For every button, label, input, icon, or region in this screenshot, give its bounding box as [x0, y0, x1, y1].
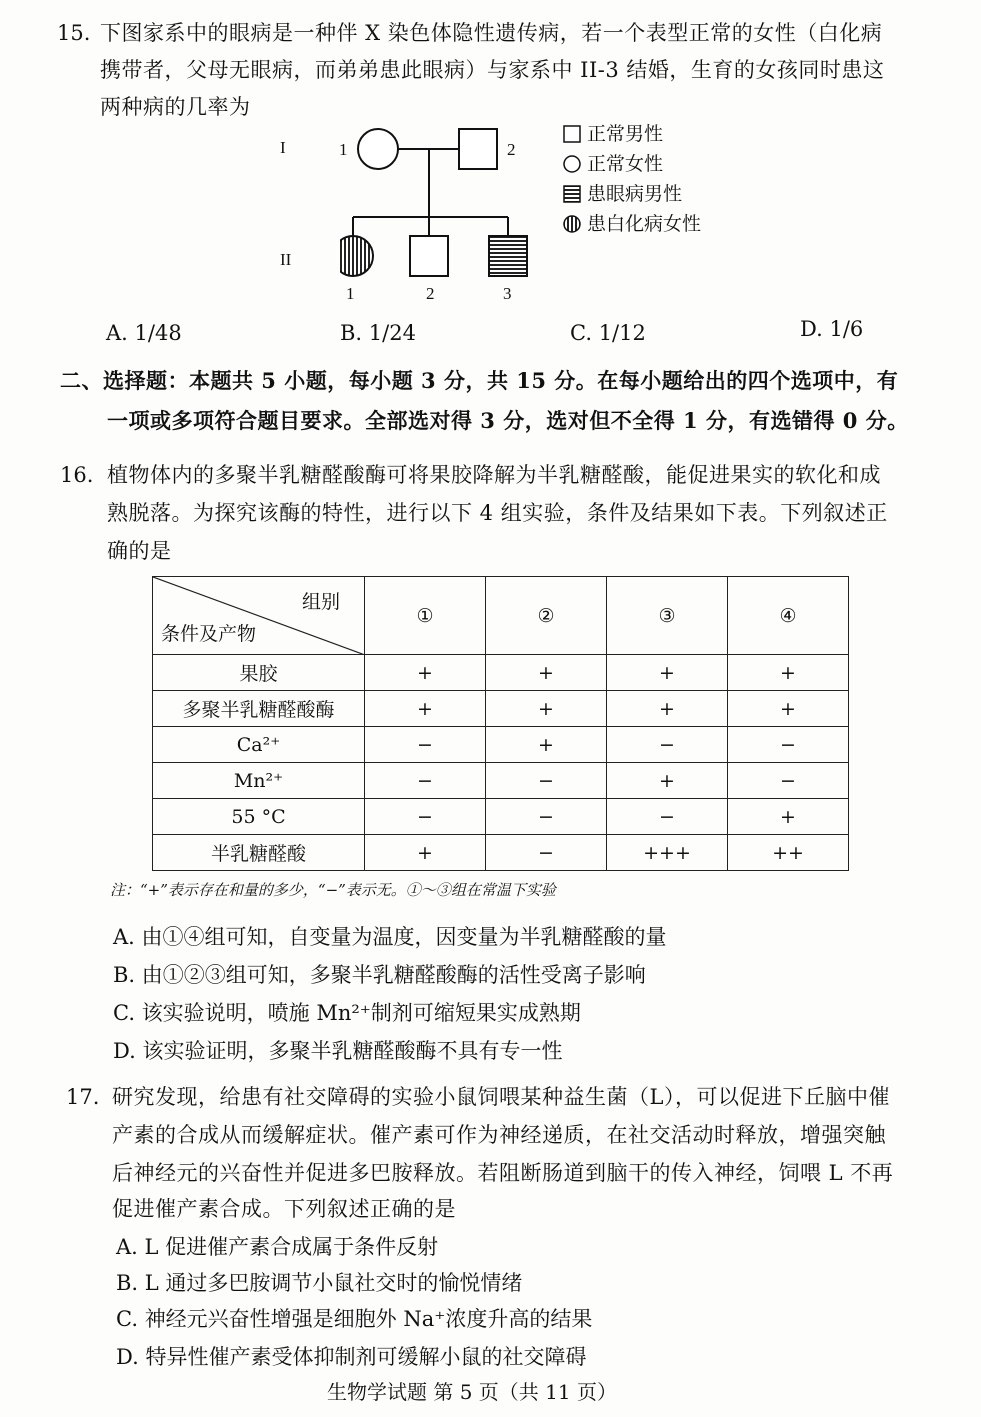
- q16-line-3: 确的是: [107, 539, 172, 563]
- circle-striped-icon: [563, 215, 581, 233]
- individual-II-2-normal-male: [410, 236, 448, 276]
- legend-normal-female: 正常女性: [563, 152, 663, 176]
- row-label: 半乳糖醛酸: [153, 835, 365, 871]
- section2-line-1: 二、选择题：本题共 5 小题，每小题 3 分，共 15 分。在每小题给出的四个选项中，有: [60, 368, 899, 393]
- q17-line-3: 后神经元的兴奋性并促进多巴胺释放。若阻断肠道到脑干的传入神经，饲喂 L 不再: [112, 1161, 894, 1185]
- table-cell: −: [607, 727, 728, 763]
- q17-option-c[interactable]: C. 神经元兴奋性增强是细胞外 Na⁺浓度升高的结果: [116, 1307, 593, 1331]
- q15-option-c[interactable]: C. 1/12: [570, 321, 646, 345]
- q16-line-1: 植物体内的多聚半乳糖醛酸酶可将果胶降解为半乳糖醛酸，能促进果实的软化和成: [107, 463, 881, 487]
- row-label: 果胶: [153, 655, 365, 691]
- table-cell: −: [365, 727, 486, 763]
- q15-option-d[interactable]: D. 1/6: [800, 317, 864, 341]
- q15-number: 15.: [57, 21, 91, 45]
- table-cell: +++: [607, 835, 728, 871]
- generation-2-label: II: [280, 250, 292, 269]
- table-header-row: [153, 577, 849, 655]
- table-cell: +: [607, 691, 728, 727]
- individual-I-1-normal-female: [358, 129, 398, 169]
- square-striped-icon: [563, 185, 581, 203]
- square-empty-icon: [563, 125, 581, 143]
- table-note: 注：“+”表示存在和量的多少，“−”表示无。①～③组在常温下实验: [110, 881, 556, 899]
- table-cell: +: [365, 835, 486, 871]
- q17-line-4: 促进催产素合成。下列叙述正确的是: [112, 1197, 456, 1221]
- table-cell: −: [486, 835, 607, 871]
- page-footer: 生物学试题 第 5 页（共 11 页）: [327, 1380, 617, 1404]
- q17-line-2: 产素的合成从而缓解症状。催产素可作为神经递质，在社交活动时释放，增强突触: [112, 1123, 886, 1147]
- table-cell: −: [486, 799, 607, 835]
- table-row: [153, 799, 849, 835]
- table-row: [153, 763, 849, 799]
- table-cell: +: [365, 691, 486, 727]
- legend-normal-male: 正常男性: [563, 122, 663, 146]
- table-cell: +: [728, 799, 849, 835]
- table-cell: +: [486, 691, 607, 727]
- table-cell: +: [365, 655, 486, 691]
- q16-number: 16.: [60, 463, 94, 487]
- q16-line-2: 熟脱落。为探究该酶的特性，进行以下 4 组实验，条件及结果如下表。下列叙述正: [107, 501, 888, 525]
- q15-line-2: 携带者，父母无眼病，而弟弟患此眼病）与家系中 II-3 结婚，生育的女孩同时患这: [100, 58, 885, 82]
- individual-II-1-albinism-female: [340, 236, 373, 276]
- table-cell: ++: [728, 835, 849, 871]
- q17-option-a[interactable]: A. L 促进催产素合成属于条件反射: [116, 1235, 439, 1259]
- table-row: [153, 727, 849, 763]
- q16-option-b[interactable]: B. 由①②③组可知，多聚半乳糖醛酸酶的活性受离子影响: [113, 963, 646, 987]
- individual-I-2-id: 2: [507, 140, 516, 159]
- table-row: [153, 655, 849, 691]
- table-cell: +: [607, 655, 728, 691]
- q17-option-b[interactable]: B. L 通过多巴胺调节小鼠社交时的愉悦情绪: [116, 1271, 523, 1295]
- row-label: 多聚半乳糖醛酸酶: [153, 691, 365, 727]
- table-row: [153, 691, 849, 727]
- table-cell: +: [728, 691, 849, 727]
- q15-option-b[interactable]: B. 1/24: [340, 321, 416, 345]
- table-cell: −: [607, 799, 728, 835]
- generation-1-label: I: [280, 138, 286, 157]
- table-cell: +: [607, 763, 728, 799]
- legend-albinism-female: 患白化病女性: [563, 212, 701, 236]
- individual-II-3-eye-disease-male: [489, 236, 527, 276]
- column-header: ①: [365, 577, 486, 655]
- individual-I-2-normal-male: [459, 129, 497, 169]
- table-corner-cell: [153, 577, 365, 655]
- section2-line-2: 一项或多项符合题目要求。全部选对得 3 分，选对但不全得 1 分，有选错得 0 分。: [107, 408, 909, 433]
- individual-II-1-id: 1: [346, 284, 355, 303]
- q15-line-1: 下图家系中的眼病是一种伴 X 染色体隐性遗传病，若一个表型正常的女性（白化病: [100, 21, 883, 45]
- column-header: ④: [728, 577, 849, 655]
- q16-option-d[interactable]: D. 该实验证明，多聚半乳糖醛酸酶不具有专一性: [113, 1039, 563, 1063]
- table-cell: −: [365, 763, 486, 799]
- table-row: [153, 835, 849, 871]
- corner-bottom-label: 条件及产物: [161, 623, 257, 645]
- q16-option-c[interactable]: C. 该实验说明，喷施 Mn²⁺制剂可缩短果实成熟期: [113, 1001, 581, 1025]
- individual-II-3-id: 3: [503, 284, 512, 303]
- individual-II-2-id: 2: [426, 284, 435, 303]
- q15-line-3: 两种病的几率为: [100, 95, 251, 119]
- q17-line-1: 研究发现，给患有社交障碍的实验小鼠饲喂某种益生菌（L），可以促进下丘脑中催: [112, 1085, 890, 1109]
- q16-option-a[interactable]: A. 由①④组可知，自变量为温度，因变量为半乳糖醛酸的量: [113, 925, 667, 949]
- column-header: ③: [607, 577, 728, 655]
- table-cell: +: [486, 727, 607, 763]
- pedigree-diagram: [340, 120, 540, 285]
- circle-empty-icon: [563, 155, 581, 173]
- table-cell: +: [486, 655, 607, 691]
- table-cell: −: [728, 727, 849, 763]
- table-cell: −: [365, 799, 486, 835]
- individual-I-1-id: 1: [339, 140, 348, 159]
- q17-option-d[interactable]: D. 特异性催产素受体抑制剂可缓解小鼠的社交障碍: [116, 1345, 587, 1369]
- row-label: Ca²⁺: [153, 727, 365, 763]
- experiment-table: [152, 576, 849, 871]
- q15-option-a[interactable]: A. 1/48: [106, 321, 182, 345]
- row-label: 55 °C: [153, 799, 365, 835]
- corner-top-label: 组别: [301, 591, 340, 613]
- table-cell: −: [486, 763, 607, 799]
- row-label: Mn²⁺: [153, 763, 365, 799]
- table-cell: +: [728, 655, 849, 691]
- q17-number: 17.: [66, 1085, 100, 1109]
- column-header: ②: [486, 577, 607, 655]
- legend-eye-disease-male: 患眼病男性: [563, 182, 682, 206]
- table-cell: −: [728, 763, 849, 799]
